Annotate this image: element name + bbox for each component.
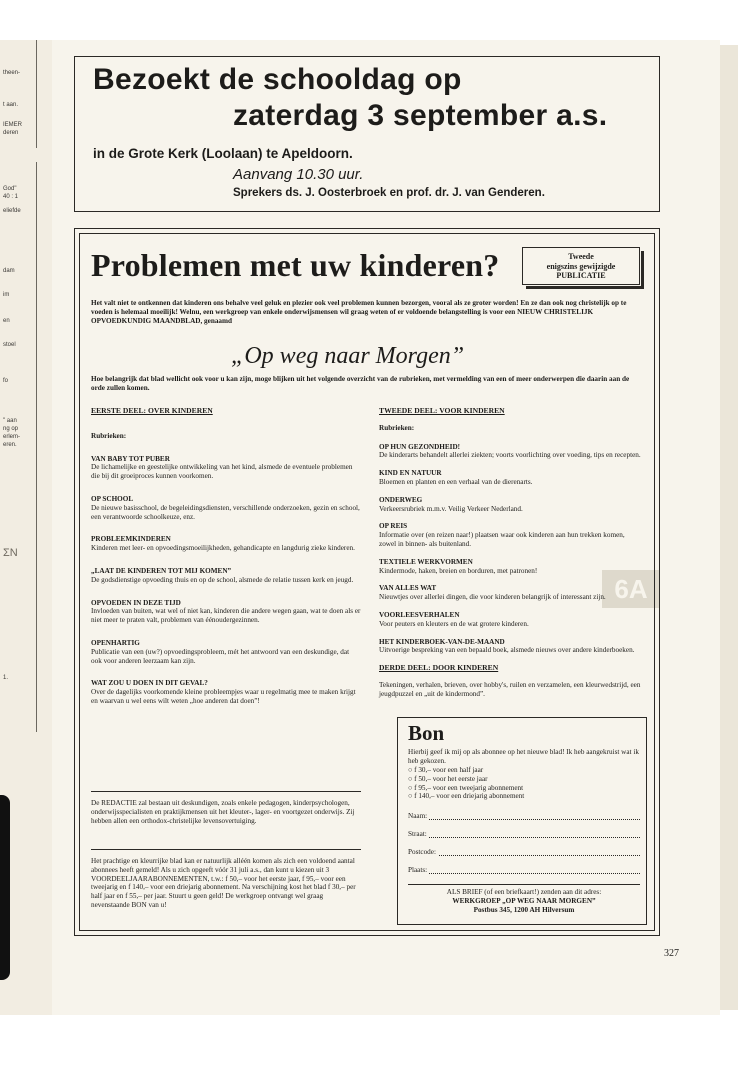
publication-tag-line: Tweede xyxy=(568,252,594,261)
prev-page-fragment: erlem- xyxy=(3,434,21,440)
rubriek-item xyxy=(91,455,361,481)
subscription-price-text: Het prachtige en kleurrijke blad kan er natuurlijk alléén komen als zich een voldoend aantal abonnees heeft gemeld! Als u zich opgeeft vóór 31 juli a.s., dan kunt u kiezen uit 3 VOORDEELJAARABONNEMENTEN, t.w.: f 50,– voor het eerste jaar, f 95,– voor een tweejarig en f 140,– voor een driejarig abonnement. Na verschijning kost het blad f 30,– per half jaar en f 55,– per jaar. Stuurt u geen geld! De werkgroep ontvangt wel graag nevenstaande BON van u! xyxy=(91,857,356,909)
rubriek-title: „LAAT DE KINDEREN TOT MIJ KOMEN” xyxy=(91,566,232,575)
rubriek-title: OPENHARTIG xyxy=(91,638,140,647)
rubriek-item xyxy=(91,599,361,625)
rubriek-text: Kindermode, haken, breien en borduren, met patronen! xyxy=(379,566,538,575)
rubriek-text: De godsdienstige opvoeding thuis en op de school, alsmede de relatie tussen kerk en jeugd. xyxy=(91,575,354,584)
field-line xyxy=(408,837,640,838)
prev-page-fragment: dam xyxy=(3,268,15,274)
rubriek-title: VAN ALLES WAT xyxy=(379,584,437,593)
rubriek-text: Invloeden van buiten, wat wel of niet kan, kinderen die andere wegen gaan, wat te doen als er niet meer te praten valt, problemen van éénoudergezinnen. xyxy=(91,607,361,625)
coupon-intro: Hierbij geef ik mij op als abonnee op het nieuwe blad! Ik heb aangekruist wat ik heb gekozen. xyxy=(408,748,639,765)
prev-page-fragment: ΣN xyxy=(3,547,18,559)
redactie-note: De REDACTIE zal bestaan uit deskundigen, zoals enkele pedagogen, kinderpsychologen, onderwijsspecialisten en praktijkmensen uit het kleuter-, lager- en voortgezet onderwijs. Zij hebben allen een orthodox-christelijke levensovertuiging. xyxy=(91,799,355,825)
prev-page-fragment: theen- xyxy=(3,70,21,76)
column-divider xyxy=(91,791,361,792)
announcement-speakers: Sprekers ds. J. Oosterbroek en prof. dr. J. van Genderen. xyxy=(233,187,545,199)
page-number: 327 xyxy=(664,948,679,959)
rubriek-title: HET KINDERBOEK-VAN-DE-MAAND xyxy=(379,637,505,646)
rubriek-item xyxy=(379,558,643,576)
previous-page-edge xyxy=(0,40,53,1015)
announcement-line-1: Bezoekt de schooldag op xyxy=(93,63,462,96)
rubriek-text: Informatie over (en reizen naar!) plaatsen waar ook kinderen aan hun trekken komen, zowel in binnen- als buitenland. xyxy=(379,531,625,548)
rubriek-item xyxy=(379,496,643,514)
rubriek-item xyxy=(91,495,361,521)
binding-shadow xyxy=(0,795,10,980)
part2-column xyxy=(379,407,643,699)
part1-column xyxy=(91,407,361,720)
coupon-title: Bon xyxy=(408,721,445,745)
coupon-option-three-year[interactable]: ○ f 140,– voor een driejarig abonnement xyxy=(408,792,525,801)
field-label: Postcode: xyxy=(408,848,436,856)
announcement-location: in de Grote Kerk (Loolaan) te Apeldoorn. xyxy=(93,146,353,161)
prev-page-fragment: en xyxy=(3,318,10,324)
rubriek-title: OP SCHOOL xyxy=(91,494,134,503)
bleed-through-mark: 6A xyxy=(602,570,660,608)
magazine-title: „Op weg naar Morgen” xyxy=(231,343,465,369)
rubriek-title: OP REIS xyxy=(379,522,408,531)
rubriek-text: Uitvoerige bespreking van een bepaald boek, alsmede nieuws over andere kinderboeken. xyxy=(379,646,635,655)
field-label: Naam: xyxy=(408,812,428,820)
send-instruction: ALS BRIEF (of een briefkaart!) zenden aan dit adres: xyxy=(446,888,602,896)
ad-intro: Het valt niet te ontkennen dat kinderen ons behalve veel geluk en plezier ook veel problemen kunnen bezorgen, vooral als ze groter worden! En ze dan ook nog christelijk op te voeden is helemaal moeilijk! Welnu, een werkgroep van enkele onderwijsmensen wil graag weten of er voldoende belangstelling is voor een NIEUW CHRISTELIJK OPVOEDKUNDIG MAANDBLAD, genaamd xyxy=(91,299,627,325)
rubriek-text: Over de dagelijks voorkomende kleine probleempjes waar u regelmatig mee te maken krijgt en waarvan u wel eens wilt weten „hoe anderen dat doen”! xyxy=(91,688,356,705)
rubriek-title: OPVOEDEN IN DEZE TIJD xyxy=(91,598,181,607)
rubriek-text: De lichamelijke en geestelijke ontwikkeling van het kind, alsmede de eventuele problemen die bij dit groeiproces kunnen voorkomen. xyxy=(91,463,353,481)
rubriek-title: OP HUN GEZONDHEID! xyxy=(379,442,461,451)
prev-page-rule xyxy=(36,40,37,148)
prev-page-fragment: t aan. xyxy=(3,102,19,108)
coupon-separator xyxy=(408,884,640,885)
schooldag-announcement xyxy=(74,56,660,212)
announcement-line-2: zaterdag 3 september a.s. xyxy=(233,99,608,132)
rubriek-text: De nieuwe basisschool, de begeleidingsdiensten, verschillende onderzoeken, gezin en school, een verantwoorde schoolkeuze, enz. xyxy=(91,503,360,521)
coupon-options xyxy=(408,766,642,801)
rubriek-title: VOORLEESVERHALEN xyxy=(379,610,460,619)
coupon-option-first-year[interactable]: ○ f 50,– voor het eerste jaar xyxy=(408,774,488,783)
rubriek-text: De kinderarts behandelt allerlei ziekten; voorts voorlichting over voeding, tips en recepten. xyxy=(379,451,641,460)
rubriek-item xyxy=(379,522,643,548)
coupon-field-straat[interactable] xyxy=(408,830,640,839)
rubriek-item xyxy=(91,567,361,585)
part3-heading: DERDE DEEL: DOOR KINDEREN xyxy=(379,663,499,673)
announcement-time: Aanvang 10.30 uur. xyxy=(233,166,364,183)
prev-page-fragment: fo xyxy=(3,378,9,384)
part3-text: Tekeningen, verhalen, brieven, over hobby's, ruilen en verzamelen, een kleurwedstrijd, een jeugdpuzzel en „uit de kindermond”. xyxy=(379,680,641,698)
coupon-field-postcode[interactable] xyxy=(408,848,640,857)
coupon-field-plaats[interactable] xyxy=(408,866,640,875)
prev-page-fragment: " aan xyxy=(3,418,17,424)
part1-heading: EERSTE DEEL: OVER KINDEREN xyxy=(91,406,213,415)
rubriek-title: PROBLEEMKINDEREN xyxy=(91,535,171,544)
prev-page-fragment: eren. xyxy=(3,442,17,448)
coupon-option-half-year[interactable]: ○ f 30,– voor een half jaar xyxy=(408,766,484,774)
prev-page-fragment: God" xyxy=(3,186,17,192)
rubriek-item xyxy=(91,679,361,705)
prev-page-fragment: eliefde xyxy=(3,208,21,214)
rubriek-title: ONDERWEG xyxy=(379,495,423,504)
rubriek-text: Publicatie van een (uw?) opvoedingsprobleem, mét het antwoord van een deskundige, dat ook voor anderen leerzaam kan zijn. xyxy=(91,647,350,665)
prev-page-fragment: 1. xyxy=(3,675,9,681)
page-edge-right xyxy=(720,45,738,1010)
rubriek-item xyxy=(379,469,643,487)
prev-page-fragment: IEMER xyxy=(3,122,23,128)
column-divider xyxy=(91,849,361,850)
prev-page-fragment: ng op xyxy=(3,426,19,432)
rubriek-text: Verkeersrubriek m.m.v. Veilig Verkeer Nederland. xyxy=(379,504,523,513)
publication-tag-line: enigszins gewijzigde xyxy=(546,261,616,271)
rubriek-title: TEXTIELE WERKVORMEN xyxy=(379,557,473,566)
coupon-send-address xyxy=(408,888,640,914)
rubriek-item xyxy=(379,638,643,656)
coupon-field-naam[interactable] xyxy=(408,812,640,821)
rubriek-text: Kinderen met leer- en opvoedingsmoeilijkheden, gehandicapte en langdurig zieke kinderen. xyxy=(91,544,355,553)
publication-tag-line: PUBLICATIE xyxy=(556,271,606,280)
part2-heading: TWEEDE DEEL: VOOR KINDEREN xyxy=(379,406,505,415)
prev-page-rule xyxy=(36,162,37,732)
subscription-coupon[interactable] xyxy=(397,717,647,925)
rubriek-item xyxy=(91,639,361,665)
part1-rubrieken-label: Rubrieken: xyxy=(91,431,127,440)
rubriek-item xyxy=(379,443,643,461)
field-line xyxy=(408,819,640,820)
field-line xyxy=(408,873,640,874)
field-label: Straat: xyxy=(408,830,427,838)
rubriek-item xyxy=(91,535,361,553)
send-postbus: Postbus 345, 1200 AH Hilversum xyxy=(473,905,575,914)
rubriek-item xyxy=(379,611,643,629)
rubriek-text: Nieuwtjes over allerlei dingen, die voor kinderen belangrijk of interessant zijn. xyxy=(379,593,606,602)
rubriek-title: WAT ZOU U DOEN IN DIT GEVAL? xyxy=(91,679,208,688)
rubriek-item xyxy=(379,584,643,602)
publication-tag xyxy=(522,247,640,285)
rubriek-title: KIND EN NATUUR xyxy=(379,469,442,478)
part2-rubrieken-label: Rubrieken: xyxy=(379,423,415,432)
rubriek-title: VAN BABY TOT PUBER xyxy=(91,454,170,463)
field-label: Plaats: xyxy=(408,866,428,874)
ad-intro-2: Hoe belangrijk dat blad wellicht ook voor u kan zijn, moge blijken uit het volgende overzicht van de rubrieken, met vermelding van een of meer onderwerpen die daarin aan de orde zullen komen. xyxy=(91,375,630,392)
field-line xyxy=(408,855,640,856)
send-organisation: WERKGROEP „OP WEG NAAR MORGEN” xyxy=(452,896,596,905)
prev-page-fragment: 40 : 1 xyxy=(3,194,19,200)
prev-page-fragment: stoel xyxy=(3,342,16,348)
prev-page-fragment: deren xyxy=(3,130,19,136)
magazine-advertisement xyxy=(74,228,660,936)
ad-headline: Problemen met uw kinderen? xyxy=(91,247,500,283)
coupon-option-two-year[interactable]: ○ f 95,– voor een tweejarig abonnement xyxy=(408,783,524,792)
prev-page-fragment: im xyxy=(3,292,10,298)
rubriek-text: Voor peuters en kleuters en de wat grotere kinderen. xyxy=(379,619,529,628)
rubriek-text: Bloemen en planten en een verhaal van de dierenarts. xyxy=(379,477,533,486)
